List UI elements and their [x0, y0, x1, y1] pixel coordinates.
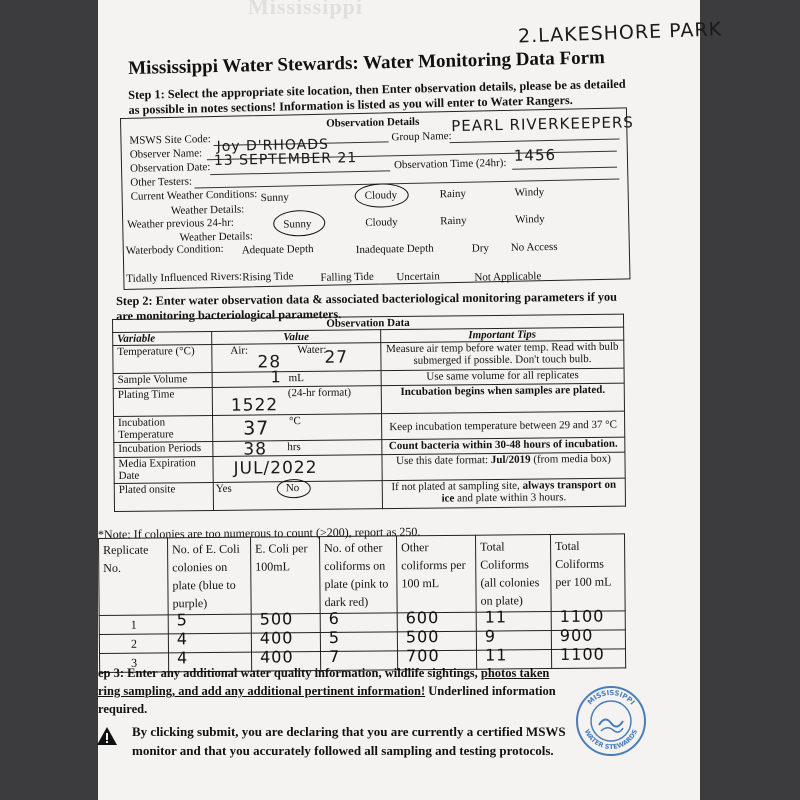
group-name-label: Group Name: [391, 130, 452, 144]
other-testers-label: Other Testers: [130, 175, 193, 189]
group-name-value[interactable]: PEARL RIVERKEEPERS [451, 113, 634, 136]
temperature-cell[interactable] [212, 343, 381, 373]
msws-seal-logo [575, 685, 647, 757]
other100-value: 700 [405, 646, 440, 666]
step3-part-e: required. [98, 702, 148, 716]
previous-weather-windy[interactable]: Windy [515, 213, 545, 226]
plated-tip-bold: always transport on ice [441, 478, 617, 505]
sample-volume-cell[interactable] [212, 367, 381, 388]
plated-onsite-cell[interactable] [213, 481, 382, 511]
sample-volume-value[interactable]: 1 [270, 367, 282, 387]
observation-time-value[interactable]: 1456 [513, 145, 557, 165]
header-ecoli-per-100: E. Coli per 100mL [250, 537, 320, 615]
other100-value: 500 [405, 627, 440, 647]
header-other-per-100: Other coliforms per 100 mL [396, 535, 476, 613]
incubation-period-cell[interactable] [213, 439, 382, 460]
media-tip-pre: Use this date format: [396, 454, 491, 468]
total100-value: 1100 [559, 644, 605, 664]
header-total-per-100: Total Coliforms per 100 mL [550, 534, 625, 612]
water-temp-value[interactable]: 27 [324, 347, 349, 368]
total100-value: 1100 [559, 606, 605, 626]
other-value: 5 [328, 627, 341, 647]
observation-time-label: Observation Time (24hr): [393, 156, 507, 172]
waterbody-adequate[interactable]: Adequate Depth [241, 242, 314, 257]
plated-onsite-tip [382, 478, 625, 509]
replicate-no: 1 [99, 615, 168, 635]
replicate-table [98, 533, 626, 673]
observation-date-line [210, 170, 390, 175]
current-weather-sunny[interactable]: Sunny [260, 191, 289, 205]
ecoli-value: 5 [176, 610, 188, 630]
header-other-coliforms: No. of other coliforms on plate (pink to dark red) [319, 536, 397, 614]
total-value: 11 [484, 645, 508, 665]
sample-volume-tip: Use same volume for all replicates [381, 368, 624, 386]
temperature-label: Temperature (°C) [113, 344, 212, 373]
step3-part-b: photos taken [480, 666, 550, 680]
plating-time-value[interactable]: 1522 [230, 395, 279, 416]
observation-details-heading: Observation Details [326, 115, 420, 130]
header-total-coliforms: Total Coliforms (all colonies on plate) [475, 535, 551, 613]
sample-volume-label: Sample Volume [113, 372, 212, 388]
previous-weather-sunny[interactable]: Sunny [283, 218, 312, 231]
waterbody-label: Waterbody Condition: [125, 242, 224, 257]
tidal-uncertain[interactable]: Uncertain [396, 270, 440, 284]
incubation-temp-unit: °C [289, 415, 301, 428]
plating-time-format: (24-hr format) [287, 386, 352, 400]
other100-value: 600 [405, 608, 440, 628]
current-weather-rainy[interactable]: Rainy [439, 187, 467, 201]
seal-top-text: MISSISSIPPI [586, 688, 637, 707]
ecoli100-value: 400 [259, 628, 294, 648]
ecoli-value: 4 [176, 648, 189, 668]
waterbody-dry[interactable]: Dry [471, 242, 490, 255]
sample-volume-unit: mL [288, 371, 304, 385]
ecoli100-value: 400 [259, 647, 294, 667]
replicate-header-row [99, 534, 626, 616]
total100-value: 900 [559, 625, 594, 645]
plating-time-label: Plating Time [113, 387, 212, 416]
plating-time-cell[interactable] [212, 386, 381, 416]
bleed-through-text: Mississippi [248, 0, 363, 19]
plating-time-tip: Incubation begins when samples are plated. [381, 383, 624, 414]
handwritten-site-name: 2.LAKESHORE PARK [517, 18, 723, 48]
step1-instructions: Step 1: Select the appropriate site location, then Enter observation details, please be as detailed as possible in notes sections! Information is listed as you will enter to Water Rangers. [128, 76, 626, 117]
incubation-temp-value[interactable]: 37 [243, 417, 270, 440]
step3-part-a: ep 3: Enter any additional water quality information, wildlife sightings, [98, 666, 481, 680]
step3-part-d: Underlined information [425, 684, 556, 698]
col-value: Value [212, 330, 381, 345]
replicate-no: 3 [100, 653, 169, 673]
other-value: 7 [328, 646, 341, 666]
replicate-no: 2 [99, 634, 168, 654]
incubation-temp-tip: Keep incubation temperature between 29 and 37 °C [382, 411, 625, 440]
site-code-label: MSWS Site Code: [129, 133, 211, 147]
media-expiration-tip [382, 452, 625, 481]
observation-details-box [120, 107, 634, 290]
ecoli100-value: 500 [259, 609, 294, 629]
media-expiration-value[interactable]: JUL/2022 [233, 457, 318, 479]
plated-yes-option[interactable]: Yes [215, 482, 232, 495]
incubation-period-tip: Count bacteria within 30-48 hours of incubation. [382, 437, 625, 455]
step3-part-c: ring sampling, and add any additional pertinent information! [98, 684, 426, 698]
media-tip-post: (from media box) [530, 452, 611, 466]
media-tip-bold: Jul/2019 [490, 453, 531, 467]
plated-tip-pre: If not plated at sampling site, [391, 479, 523, 494]
previous-weather-rainy[interactable]: Rainy [440, 214, 467, 228]
current-weather-label: Current Weather Conditions: [130, 188, 258, 203]
tidal-not-applicable[interactable]: Not Applicable [474, 270, 542, 284]
air-temp-value[interactable]: 28 [257, 352, 282, 373]
observation-time-line [512, 167, 617, 170]
waterbody-no-access[interactable]: No Access [510, 240, 558, 254]
previous-weather-details-label: Weather Details: [179, 230, 253, 244]
warning-icon [96, 726, 118, 746]
media-expiration-cell[interactable] [213, 455, 382, 483]
step2-instructions: Step 2: Enter water observation data & associated bacteriological monitoring parameters if you are monitoring bacteriological parameters. [116, 289, 618, 323]
replicate-note: *Note: If colonies are too numerous to count (>200), report as 250. [97, 524, 421, 542]
incubation-period-label: Incubation Periods [114, 441, 213, 457]
observation-data-heading: Observation Data [113, 314, 624, 332]
form-paper [97, 0, 723, 800]
tidal-label: Tidally Influenced Rivers: [126, 270, 243, 285]
water-label: Water: [297, 343, 327, 357]
header-ecoli-colonies: No. of E. Coli colonies on plate (blue to purple) [168, 537, 252, 615]
form-title: Mississippi Water Stewards: Water Monitoring Data Form [128, 47, 606, 79]
current-weather-cloudy[interactable]: Cloudy [364, 189, 398, 202]
other-value: 6 [328, 608, 340, 628]
incubation-temp-label: Incubation Temperature [114, 415, 213, 442]
waterbody-inadequate[interactable]: Inadequate Depth [355, 242, 434, 257]
incubation-temp-cell[interactable] [213, 414, 382, 442]
media-expiration-label: Media Expiration Date [114, 456, 213, 483]
observation-date-label: Observation Date: [129, 161, 211, 175]
seal-bottom-text: WATER STEWARDS [582, 727, 640, 752]
current-weather-selection-circle [354, 183, 408, 208]
total-value: 11 [484, 607, 508, 627]
step3-instructions [98, 664, 578, 718]
current-weather-windy[interactable]: Windy [514, 186, 545, 199]
previous-weather-selection-circle [273, 210, 326, 237]
incubation-period-value[interactable]: 38 [243, 439, 268, 460]
col-variable: Variable [113, 331, 212, 345]
certification-disclaimer: By clicking submit, you are declaring that you are currently a certified MSWS monitor and that you accurately followed all sampling and testing protocols. [132, 724, 566, 758]
observer-name-value[interactable]: Joy D'RHOADS [216, 136, 330, 155]
previous-weather-label: Weather previous 24-hr: [127, 216, 234, 231]
plated-no-selection-circle [277, 479, 311, 498]
tidal-falling[interactable]: Falling Tide [320, 270, 375, 284]
plated-onsite-label: Plated onsite [114, 482, 213, 511]
other-testers-line[interactable] [194, 179, 619, 189]
col-important-tips: Important Tips [381, 327, 624, 343]
temperature-tip: Measure air temp before water temp. Read with bulb submerged if possible. Don't touch bulb. [381, 340, 624, 371]
tidal-rising[interactable]: Rising Tide [242, 270, 294, 284]
group-name-line [450, 139, 620, 144]
incubation-period-unit: hrs [287, 441, 301, 454]
plated-tip-post: and plate within 3 hours. [454, 491, 567, 505]
air-label: Air: [230, 344, 249, 357]
observation-date-value[interactable]: 13 SEPTEMBER 21 [213, 150, 358, 170]
current-weather-details-label: Weather Details: [170, 203, 245, 217]
ecoli-value: 4 [176, 629, 189, 649]
total-value: 9 [484, 626, 497, 646]
header-replicate: Replicate No. [99, 538, 169, 616]
observation-data-table [112, 314, 626, 512]
observer-name-label: Observer Name: [129, 147, 203, 161]
previous-weather-cloudy[interactable]: Cloudy [365, 216, 398, 229]
plated-no-option[interactable]: No [285, 482, 300, 495]
